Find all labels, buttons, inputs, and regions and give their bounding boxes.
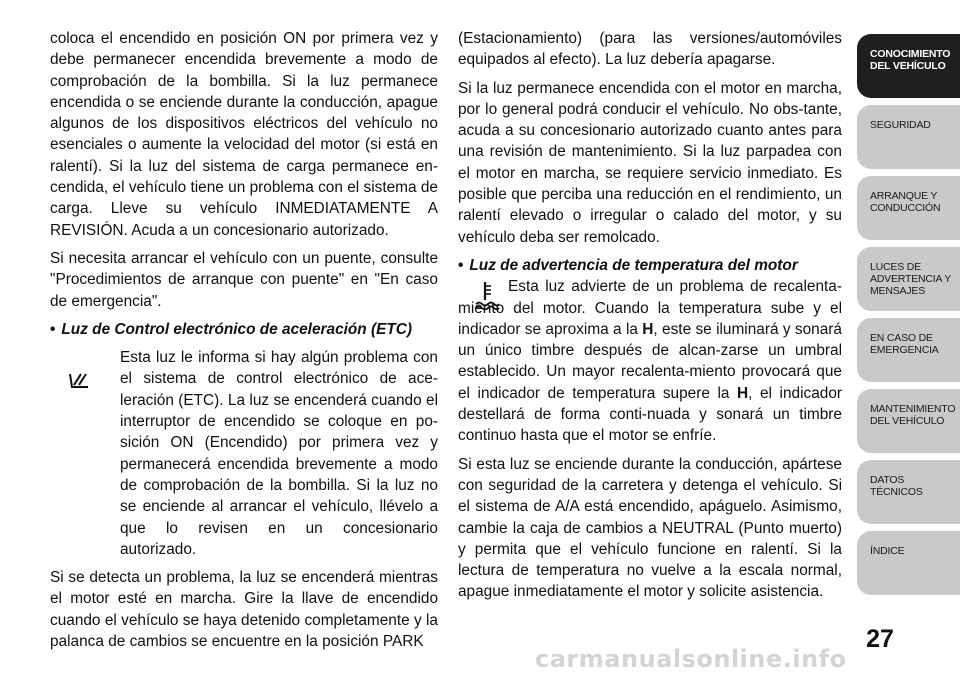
chapter-tab-label: LUCES DE bbox=[870, 261, 921, 273]
etc-description: Esta luz le informa si hay algún problema con el sistema de control electrónico de ace-leración (ETC). La luz se encenderá cuando el interruptor de encendido se coloque en po-sición ON (Encendido) por primera vez y permanecerá encendida brevemente a modo de comprobación de la bombilla. Si la luz no se enciende al arrancar el vehículo, llévelo a que lo revisen en un concesionario autorizado. bbox=[120, 349, 438, 558]
paragraph: coloca el encendido en posición ON por primera vez y debe permanecer encendida brevemente a modo de comprobación de la bombilla. Si la luz permanece encendida o se enciende durante la conducción, apague algunos de los dispositivos eléctricos del vehículo no esenciales o aumente la velocidad del motor (si está en ralentí). Si la luz del sistema de carga permanece en-cendida, el vehículo tiene un problema con el sistema de carga. Lleve su vehículo INMEDIATAMENTE A REVISIÓN. Acuda a un concesionario autorizado. bbox=[50, 30, 438, 239]
chapter-tab-label: DATOS bbox=[870, 474, 905, 486]
chapter-tab-label: TÉCNICOS bbox=[870, 486, 923, 498]
chapter-tab-label: ÍNDICE bbox=[870, 545, 905, 557]
engine-temperature-icon bbox=[474, 280, 500, 310]
watermark: carmanualsonline.info bbox=[535, 645, 847, 673]
bullet-label: Luz de Control electrónico de aceleración (ETC) bbox=[61, 320, 413, 338]
page-number: 27 bbox=[866, 625, 894, 653]
temperature-description: Esta luz advierte de un problema de recalenta-miento del motor. Cuando la temperatura sube y el indicador se aproxima a la H, este se iluminará y sonará un único timbre después de alcan-zarse un umbral establecido. Un mayor recalenta-miento provocará que el indicador de temperatura supere la H, el indicador destellará de forma conti-nuada y sonará un timbre continuo hasta que el motor se enfríe. bbox=[458, 278, 842, 445]
chapter-tab[interactable] bbox=[857, 105, 960, 169]
bullet-label: Luz de advertencia de temperatura del motor bbox=[469, 256, 798, 274]
chapter-tab[interactable] bbox=[857, 531, 960, 595]
bullet-heading-temperature: • Luz de advertencia de temperatura del motor bbox=[458, 256, 798, 274]
chapter-tab-label: DEL VEHÍCULO bbox=[870, 60, 946, 72]
chapter-tab-label: MENSAJES bbox=[870, 285, 925, 297]
etc-section bbox=[50, 347, 438, 560]
chapter-tab-label: EMERGENCIA bbox=[870, 344, 939, 356]
chapter-tab[interactable] bbox=[857, 34, 960, 98]
chapter-tab[interactable] bbox=[857, 318, 960, 382]
left-column bbox=[50, 28, 438, 659]
chapter-tab-label: ADVERTENCIA Y bbox=[870, 273, 952, 285]
chapter-tab-label: EN CASO DE bbox=[870, 332, 933, 344]
chapter-tab[interactable] bbox=[857, 460, 960, 524]
chapter-tab-label: CONOCIMIENTO bbox=[870, 48, 951, 60]
chapter-tab-label: CONDUCCIÓN bbox=[870, 202, 941, 214]
chapter-tab-label: SEGURIDAD bbox=[870, 119, 931, 131]
paragraph: Si esta luz se enciende durante la conducción, apártese con seguridad de la carretera y detenga el vehículo. Si el sistema de A/A está encendido, apáguelo. Asimismo, cambie la caja de cambios a NEUTRAL (Punto muerto) y permita que el vehículo funcione en ralentí. Si la lectura de temperatura no vuelve a la escala normal, apague inmediatamente el motor y solicite asistencia. bbox=[458, 455, 842, 601]
etc-warning-icon bbox=[66, 371, 92, 391]
chapter-tab[interactable] bbox=[857, 389, 960, 453]
paragraph: Si se detecta un problema, la luz se encenderá mientras el motor esté en marcha. Gire la llave de encendido cuando el vehículo se haya detenido completamente y la palanca de cambios se encuentre en la posición PARK bbox=[50, 569, 438, 651]
temperature-section bbox=[458, 276, 842, 446]
bullet-heading-etc: • Luz de Control electrónico de aceleración (ETC) bbox=[50, 320, 413, 338]
chapter-tab-label: MANTENIMIENTO bbox=[870, 403, 956, 415]
chapter-tab[interactable] bbox=[857, 247, 960, 311]
chapter-tabs bbox=[857, 34, 960, 602]
chapter-tab-label: ARRANQUE Y bbox=[870, 190, 938, 202]
chapter-tab-label: DEL VEHÍCULO bbox=[870, 415, 945, 427]
right-column bbox=[458, 28, 842, 610]
chapter-tab[interactable] bbox=[857, 176, 960, 240]
paragraph: (Estacionamiento) (para las versiones/automóviles equipados al efecto). La luz debería apagarse. bbox=[458, 30, 842, 69]
paragraph: Si la luz permanece encendida con el motor en marcha, por lo general podrá conducir el vehículo. No obs-tante, acuda a su concesionario autorizado cuanto antes para una revisión de mantenimiento. Si la luz parpadea con el motor en marcha, se requiere servicio inmediato. Es posible que perciba una reducción en el rendimiento, un ralentí elevado o irregular o calado del motor, y su vehículo deba ser remolcado. bbox=[458, 79, 842, 246]
paragraph: Si necesita arrancar el vehículo con un puente, consulte "Procedimientos de arranque con puente" en "En caso de emergencia". bbox=[50, 249, 438, 310]
